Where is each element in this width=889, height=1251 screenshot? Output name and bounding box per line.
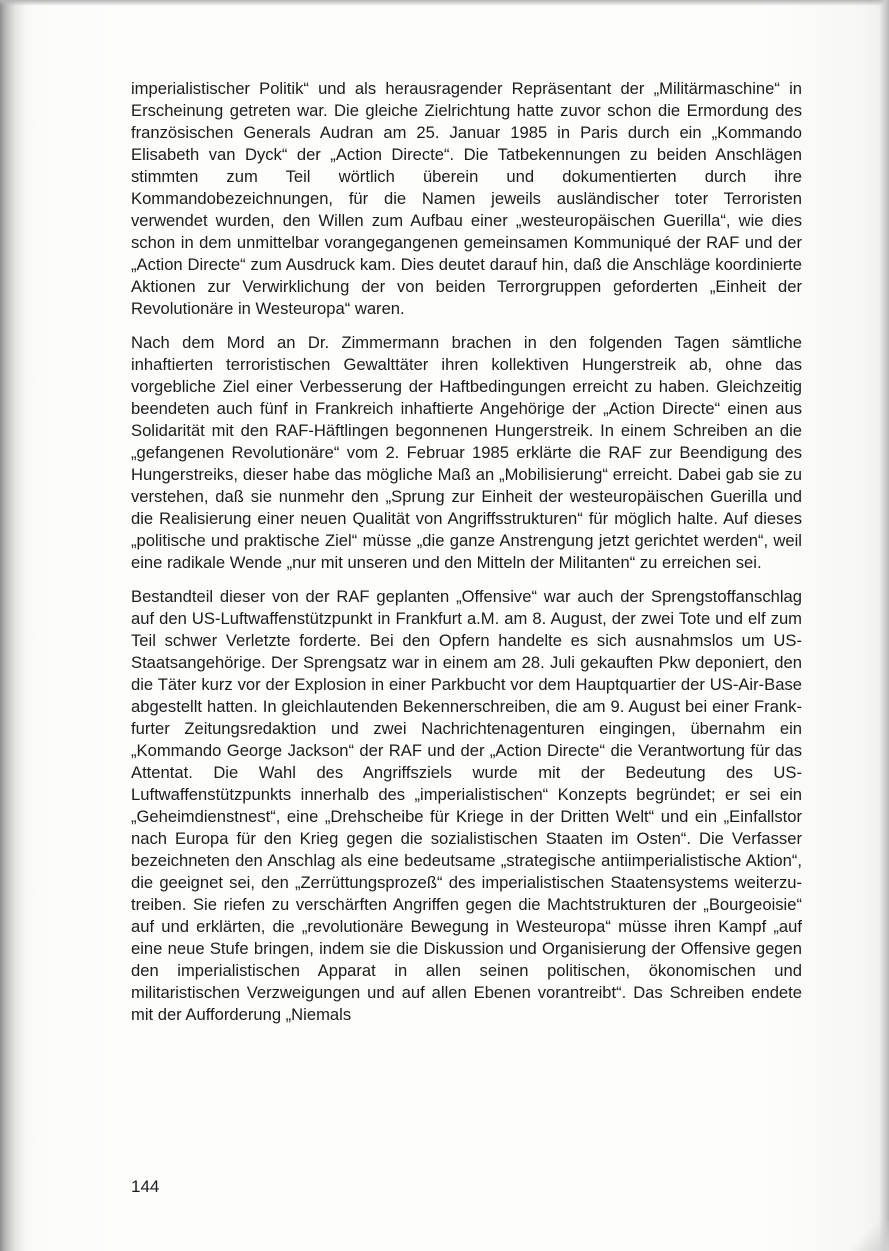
paragraph-3: Bestandteil dieser von der RAF geplanten „Offensive“ war auch der Sprengstoffanschlag auf den US-Luftwaffenstützpunkt in Frankfurt a.M. am 8. August, der zwei Tote und elf zum Teil schwer Verletzte forderte. Bei den Opfern handelte es sich ausnahmslos um US-Staatsangehörige. Der Sprengsatz war in einem am 28. Juli gekauften Pkw deponiert, den die Täter kurz vor der Explosion in einer Parkbucht vor dem Hauptquartier der US-Air-Base abgestellt hatten. In gleichlautenden Bekennerschreiben, die am 9. August bei einer Frankfurter Zeitungsredaktion und zwei Nachrichtenagenturen eingingen, übernahm ein „Kommando George Jackson“ der RAF und der „Action Directe“ die Verantwortung für das Attentat. Die Wahl des Angriffsziels wurde mit der Bedeutung des US-Luftwaffenstützpunkts innerhalb des „imperialistischen“ Konzepts begründet; er sei ein „Geheimdienstnest“, eine „Drehscheibe für Kriege in der Dritten Welt“ und ein „Einfallstor nach Europa für den Krieg gegen die sozialistischen Staaten im Osten“. Die Verfasser bezeichneten den Anschlag als eine bedeutsame „strategische antiimperialistische Aktion“, die geeignet sei, den „Zerrüttungsprozeß“ des imperialistischen Staatensystems weiterzutreiben. Sie riefen zu verschärften Angriffen gegen die Machtstrukturen der „Bourgeoisie“ auf und erklärten, die „revolutionäre Bewegung in Westeuropa“ müsse ihren Kampf „auf eine neue Stufe bringen, indem sie die Diskussion und Organisierung der Offensive gegen den imperialistischen Apparat in allen seinen politischen, ökonomischen und militaristischen Verzweigungen und auf allen Ebenen vorantreibt“. Das Schreiben endete mit der Aufforderung „Niemals (131, 587, 802, 1024)
paragraph-2: Nach dem Mord an Dr. Zimmermann brachen in den folgenden Tagen sämtliche inhaftierten terroristischen Gewalttäter ihren kollektiven Hungerstreik ab, ohne das vorgebliche Ziel einer Verbesserung der Haftbedingungen erreicht zu haben. Gleichzeitig beendeten auch fünf in Frankreich inhaftierte Angehörige der „Action Directe“ einen aus Solidarität mit den RAF-Häftlingen begonnenen Hungerstreik. In einem Schreiben an die „gefangenen Revolutionäre“ vom 2. Februar 1985 erklärte die RAF zur Beendigung des Hungerstreiks, dieser habe das mögliche Maß an „Mobilisierung“ erreicht. Dabei gab sie zu verstehen, daß sie nunmehr den „Sprung zur Einheit der westeuropäischen Guerilla und die Realisierung einer neuen Qualität von Angriffsstrukturen“ für möglich halte. Auf dieses „politische und praktische Ziel“ müsse „die ganze Anstrengung jetzt gerichtet werden“, weil eine radikale Wende „nur mit unseren und den Mitteln der Militanten“ zu erreichen sei. (131, 333, 802, 572)
page-right-edge (879, 0, 889, 1251)
paragraph-1: imperialistischer Politik“ und als herausragender Repräsentant der „Militärmaschine“ in Erscheinung getreten war. Die gleiche Zielrichtung hatte zuvor schon die Ermordung des französischen Generals Audran am 25. Januar 1985 in Paris durch ein „Kommando Elisabeth van Dyck“ der „Action Directe“. Die Tatbekennungen zu beiden Anschlägen stimmten zum Teil wörtlich überein und dokumentierten durch ihre Kommandobezeichnungen, für die Namen jeweils ausländischer toter Terroristen verwendet wurden, den Willen zum Aufbau einer „westeuropäischen Guerilla“, wie dies schon in dem unmittelbar vorangegangenen gemeinsamen Kommuniqué der RAF und der „Action Directe“ zum Ausdruck kam. Dies deutet darauf hin, daß die Anschläge koordinierte Aktionen zur Verwirklichung der von beiden Terrorgruppen geforderten „Einheit der Revolutionäre in Westeuropa“ waren. (131, 79, 802, 318)
page-top-shadow (0, 0, 889, 6)
page-corner-shadow (849, 1221, 889, 1251)
page-body (131, 78, 802, 1026)
book-spine-shadow (0, 0, 26, 1251)
page-number: 144 (131, 1177, 160, 1196)
